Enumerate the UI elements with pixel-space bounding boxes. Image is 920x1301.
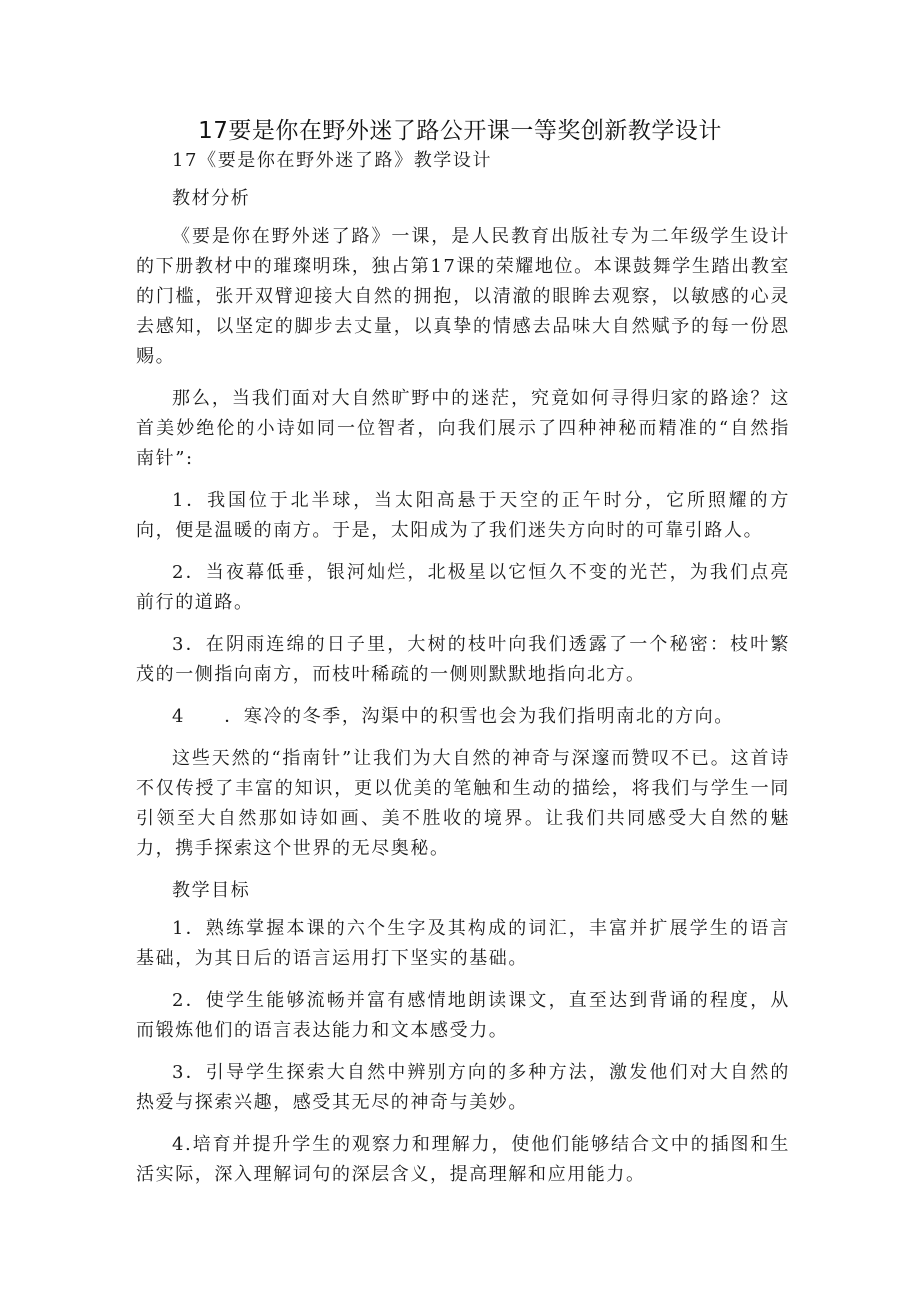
document-body (136, 146, 790, 1202)
paragraph: 这些天然的“指南针”让我们为大自然的神奇与深邃而赞叹不已。这首诗不仅传授了丰富的知识，更以优美的笔触和生动的描绘，将我们与学生一同引领至大自然那如诗如画、美不胜收的境界。让我们共同感受大自然的魅力，携手探索这个世界的无尽奥秘。 (136, 748, 790, 859)
list-item: 2．使学生能够流畅并富有感情地朗读课文，直至达到背诵的程度，从而锻炼他们的语言表达能力和文本感受力。 (136, 990, 790, 1041)
paragraph: 《要是你在野外迷了路》一课，是人民教育出版社专为二年级学生设计的下册教材中的璀璨明珠，独占第17课的荣耀地位。本课鼓舞学生踏出教室的门槛，张开双臂迎接大自然的拥抱，以清澈的眼眸去观察，以敏感的心灵去感知，以坚定的脚步去丈量，以真挚的情感去品味大自然赋予的每一份恩赐。 (136, 226, 790, 367)
section-heading-goals: 教学目标 (172, 880, 251, 901)
paragraph: 那么，当我们面对大自然旷野中的迷茫，究竟如何寻得归家的路途？这首美妙绝伦的小诗如同一位智者，向我们展示了四种神秘而精准的“自然指南针”: (136, 388, 790, 469)
document-subtitle: 17《要是你在野外迷了路》教学设计 (172, 150, 493, 171)
list-item: 4.培育并提升学生的观察力和理解力，使他们能够结合文中的插图和生活实际，深入理解词句的深层含义，提高理解和应用能力。 (136, 1134, 790, 1185)
list-item: 4 ．寒冷的冬季，沟渠中的积雪也会为我们指明南北的方向。 (172, 706, 734, 727)
list-item: 1．熟练掌握本课的六个生字及其构成的词汇，丰富并扩展学生的语言基础，为其日后的语言运用打下坚实的基础。 (136, 918, 790, 969)
list-item: 3．在阴雨连绵的日子里，大树的枝叶向我们透露了一个秘密：枝叶繁茂的一侧指向南方，而枝叶稀疏的一侧则默默地指向北方。 (136, 634, 790, 685)
list-item: 1．我国位于北半球，当太阳高悬于天空的正午时分，它所照耀的方向，便是温暖的南方。于是，太阳成为了我们迷失方向时的可靠引路人。 (136, 490, 790, 541)
list-item: 3．引导学生探索大自然中辨别方向的多种方法，激发他们对大自然的热爱与探索兴趣，感受其无尽的神奇与美妙。 (136, 1062, 790, 1113)
list-item: 2．当夜幕低垂，银河灿烂，北极星以它恒久不变的光芒，为我们点亮前行的道路。 (136, 562, 790, 613)
document-title: 17要是你在野外迷了路公开课一等奖创新教学设计 (198, 118, 722, 144)
section-heading-analysis: 教材分析 (172, 188, 251, 209)
